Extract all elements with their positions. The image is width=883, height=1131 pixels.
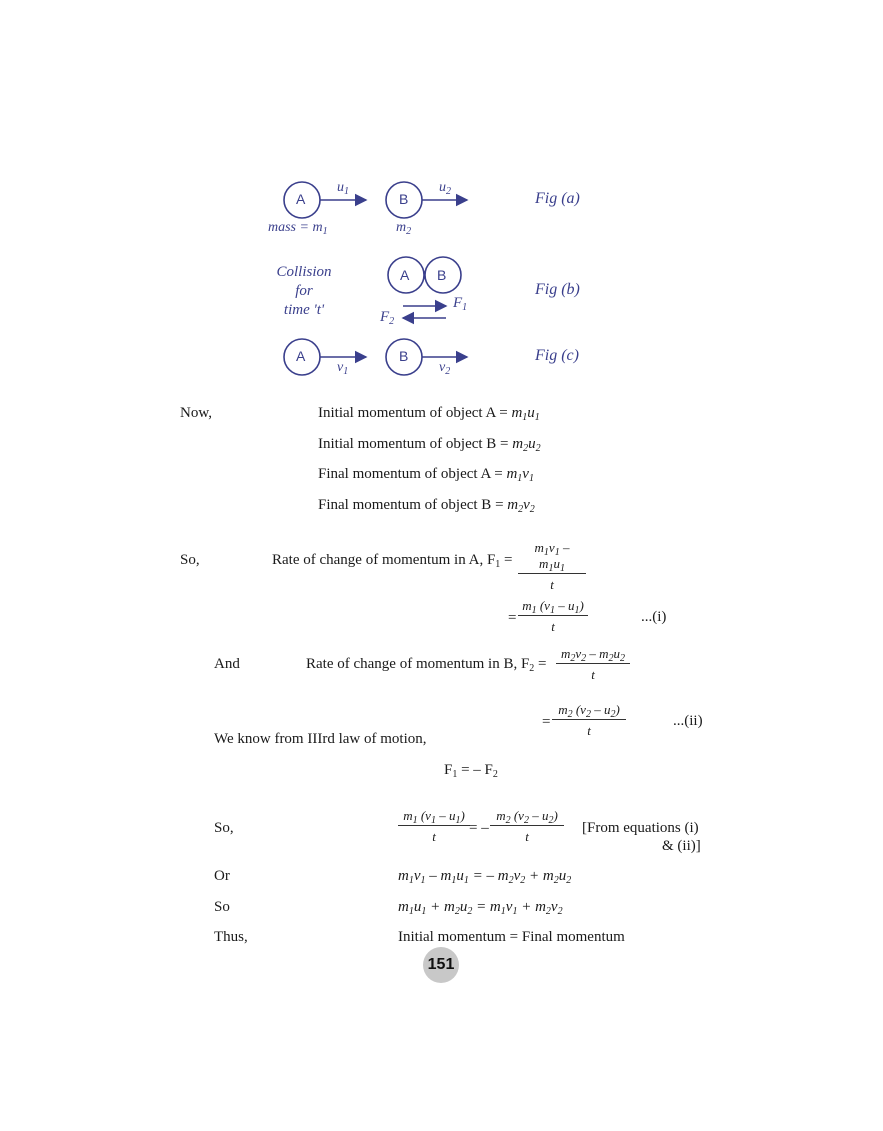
third-law-text: We know from IIIrd law of motion,: [214, 731, 427, 747]
or-label: Or: [214, 868, 230, 884]
now-label: Now,: [180, 405, 212, 421]
fig-b-caption: Fig (b): [535, 281, 580, 298]
u1-label: $u_1$: [337, 180, 349, 197]
reference-line-1: [From equations (i): [582, 820, 699, 836]
u2-label: $u_2$: [439, 180, 451, 197]
collision-line-3: time 't': [283, 302, 325, 318]
collision-line-1: Collision: [276, 264, 332, 280]
and-label: And: [214, 656, 240, 672]
third-law-equation: $F_1$ = – $F_2$: [444, 762, 498, 780]
ball-a-label-b: A: [400, 267, 410, 283]
ball-a-label-c: A: [296, 348, 306, 364]
m2-label: $m_2$: [396, 220, 412, 237]
so-equation: $m_1u_1 + m_2u_2 = m_1v_1 + m_2v_2$: [398, 899, 563, 917]
rate-b-fraction: $\frac{m_2v_2 - m_2u_2}{t}$: [556, 646, 630, 683]
fig-a-caption: Fig (a): [535, 190, 580, 207]
fig-c-caption: Fig (c): [535, 347, 579, 364]
f1-label: $F_1$: [453, 295, 468, 313]
combined-equals: = –: [469, 820, 489, 836]
so3-label: So: [214, 899, 230, 915]
rate-a-equals: =: [508, 610, 517, 626]
ball-b-label-b: B: [437, 267, 447, 283]
eq-i-label: ...(i): [641, 609, 667, 625]
rate-a-fraction-2: $\frac{m_1 (v_1 - u_1)}{t}$: [518, 598, 588, 635]
collision-diagram: [0, 0, 883, 400]
combined-fraction-left: $\frac{m_1 (v_1 - u_1)}{t}$: [398, 808, 470, 845]
v2-label: $v_2$: [439, 360, 451, 377]
rate-b-equals: =: [542, 714, 551, 730]
ball-b-label: B: [399, 191, 409, 207]
thus-label: Thus,: [214, 929, 248, 945]
momentum-line-1: Initial momentum of object $A = m_1u_1$: [318, 405, 540, 423]
momentum-line-2: Initial momentum of object $B = m_2u_2$: [318, 436, 541, 454]
page-number: 151: [427, 956, 455, 973]
so2-label: So,: [214, 820, 234, 836]
so-label: So,: [180, 552, 200, 568]
combined-fraction-right: $\frac{m_2 (v_2 - u_2)}{t}$: [490, 808, 564, 845]
mass-label: mass = $m_1$: [268, 220, 328, 237]
eq-ii-label: ...(ii): [673, 713, 703, 729]
or-equation: $m_1v_1 - m_1u_1$ = – $m_2v_2 + m_2u_2$: [398, 868, 572, 886]
momentum-line-4: Final momentum of object $B = m_2v_2$: [318, 497, 535, 515]
reference-line-2: & (ii)]: [662, 838, 701, 854]
ball-b-label-c: B: [399, 348, 409, 364]
rate-a-line: Rate of change of momentum in A, $F_1$ =: [272, 552, 513, 570]
rate-b-fraction-2: $\frac{m_2 (v_2 - u_2)}{t}$: [552, 702, 626, 739]
rate-a-fraction: $\frac{m_1v_1 - m_1u_1}{t}$: [518, 540, 586, 593]
momentum-line-3: Final momentum of object $A = m_1v_1$: [318, 466, 534, 484]
conclusion-text: Initial momentum = Final momentum: [398, 929, 625, 945]
rate-b-line: Rate of change of momentum in B, $F_2$ =: [306, 656, 547, 674]
ball-a-label: A: [296, 191, 306, 207]
v1-label: $v_1$: [337, 360, 349, 377]
f2-label: $F_2$: [380, 309, 395, 327]
collision-line-2: for: [295, 283, 313, 299]
